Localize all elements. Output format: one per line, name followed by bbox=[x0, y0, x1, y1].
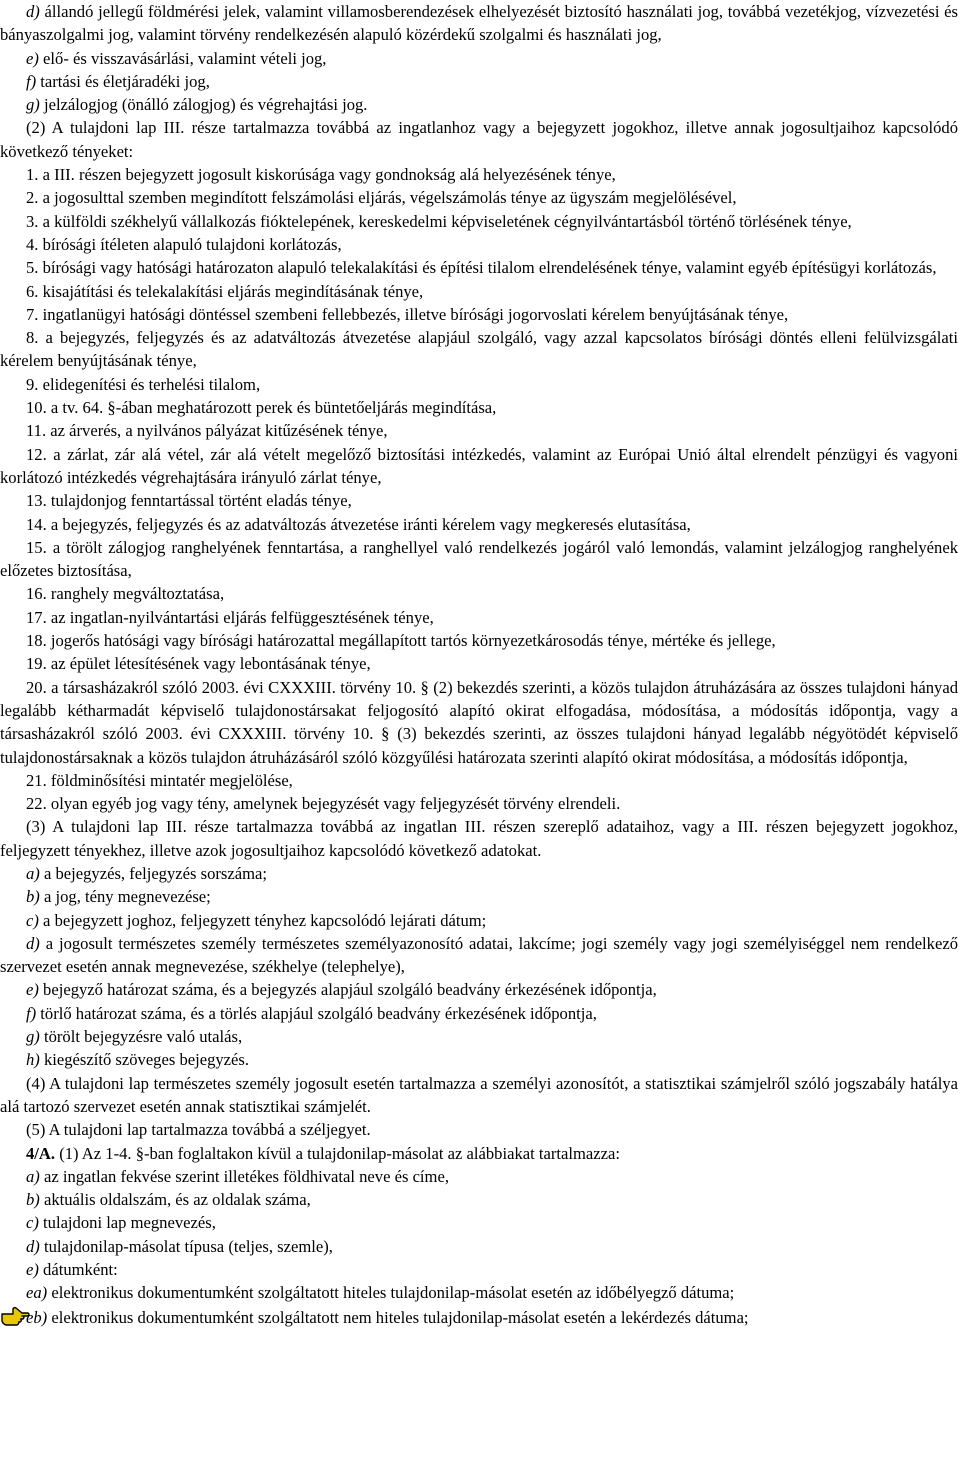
paragraph-text: (2) A tulajdoni lap III. része tartalmazza továbbá az ingatlanhoz vagy a bejegyzett jogokhoz, illetve annak jogosultjaihoz kapcsolódó következő tényeket: bbox=[0, 118, 958, 161]
list-item-text: 14. a bejegyzés, feljegyzés és az adatváltozás átvezetése iránti kérelem vagy megkeresés elutasítása, bbox=[26, 514, 691, 534]
list-item-text: elektronikus dokumentumként szolgáltatott hiteles tulajdonilap-másolat esetén az időbélyegző dátuma; bbox=[47, 1283, 735, 1303]
numbered-item-11 bbox=[0, 419, 958, 442]
list-item-c bbox=[0, 909, 958, 932]
numbered-item-10 bbox=[0, 396, 958, 419]
list-item-text: tulajdoni lap megnevezés, bbox=[38, 1213, 216, 1233]
list-marker: c) bbox=[26, 910, 39, 930]
numbered-item-22 bbox=[0, 792, 958, 815]
list-item-c2 bbox=[0, 1211, 958, 1234]
list-marker: eb) bbox=[26, 1307, 48, 1327]
list-item-b bbox=[0, 885, 958, 908]
list-item-text: törölt bejegyzésre való utalás, bbox=[39, 1027, 243, 1047]
list-item-text: a bejegyzés, feljegyzés sorszáma; bbox=[39, 863, 267, 883]
section-heading: 4/A. bbox=[26, 1143, 56, 1163]
list-item-g2 bbox=[0, 1025, 958, 1048]
numbered-item-6 bbox=[0, 280, 958, 303]
numbered-item-7 bbox=[0, 303, 958, 326]
list-marker: f) bbox=[26, 1003, 37, 1023]
list-item-f bbox=[0, 70, 958, 93]
list-marker: e) bbox=[26, 48, 39, 68]
list-item-text: a jogosult természetes személy természetes személyazonosító adatai, lakcíme; jogi személy vagy jogi személyiséggel nem rendelkező szervezet esetén annak megnevezése, székhelye (telephelye), bbox=[0, 933, 958, 977]
numbered-item-1 bbox=[0, 163, 958, 186]
list-item-text: 15. a törölt zálogjog ranghelyének fenntartása, a ranghellyel való rendelkezés jogáról való lemondás, valamint jelzálogjog ranghelyének előzetes biztosítása, bbox=[0, 537, 958, 581]
list-item-text: 12. a zárlat, zár alá vétel, zár alá vételt megelőző biztosítási intézkedés, valamint az Európai Unió által elrendelt pénzügyi és vagyoni korlátozó intézkedés végrehajtására irányuló zárlat ténye, bbox=[0, 444, 958, 487]
list-item-d2 bbox=[0, 1235, 958, 1258]
list-item-text: 5. bírósági vagy hatósági határozaton alapuló telekalakítási és építési tilalom elrendelésének ténye, valamint egyéb építésügyi korlátozás, bbox=[26, 258, 937, 278]
list-marker: e) bbox=[26, 980, 39, 1000]
list-marker: d) bbox=[26, 933, 40, 953]
list-item-text: dátumként: bbox=[38, 1260, 118, 1280]
numbered-item-19 bbox=[0, 652, 958, 675]
list-item-text: kiegészítő szöveges bejegyzés. bbox=[39, 1050, 250, 1070]
list-item-text: 3. a külföldi székhelyű vállalkozás fióktelepének, kereskedelmi képviseletének cégnyilvántartásból történő törlésének ténye, bbox=[26, 211, 852, 231]
list-item-g bbox=[0, 93, 958, 116]
list-item-text: tulajdonilap-másolat típusa (teljes, szemle), bbox=[39, 1236, 333, 1256]
numbered-item-15 bbox=[0, 536, 958, 583]
list-item-text: 11. az árverés, a nyilvános pályázat kitűzésének ténye, bbox=[26, 421, 388, 441]
numbered-item-9 bbox=[0, 373, 958, 396]
paragraph-text: állandó jellegű földmérési jelek, valamint villamosberendezések elhelyezését biztosító használati jog, továbbá vezetékjog, vízvezetési és bányaszolgalmi jog, valamint törvény rendelkezésén alapuló közérdekű szolgalmi és használati jog, bbox=[0, 2, 958, 45]
paragraph-text: (3) A tulajdoni lap III. része tartalmazza továbbá az ingatlan III. részen szereplő adataihoz, vagy a III. részen bejegyzett jogokhoz, feljegyzett tényekhez, illetve azok jogosultjaihoz kapcsolódó következő adatokat. bbox=[0, 817, 958, 860]
list-item-text: 6. kisajátítási és telekalakítási eljárás megindításának ténye, bbox=[26, 281, 424, 301]
numbered-item-21 bbox=[0, 769, 958, 792]
numbered-item-13 bbox=[0, 489, 958, 512]
paragraph-text: (4) A tulajdoni lap természetes személy jogosult esetén tartalmazza a személyi azonosítót, a statisztikai számjelről szóló jogszabály hatálya alá tartozó szervezet esetén annak statisztikai számjelét. bbox=[0, 1073, 958, 1116]
list-item-text: 22. olyan egyéb jog vagy tény, amelynek bejegyzését vagy feljegyzését törvény elrendeli. bbox=[26, 794, 621, 814]
list-marker: b) bbox=[26, 887, 40, 907]
list-item-d bbox=[0, 932, 958, 979]
list-item-text: 21. földminősítési mintatér megjelölése, bbox=[26, 770, 293, 790]
list-item-e bbox=[0, 47, 958, 70]
list-item-ea bbox=[0, 1281, 958, 1304]
list-item-h bbox=[0, 1048, 958, 1071]
numbered-item-14 bbox=[0, 513, 958, 536]
list-item-text: elektronikus dokumentumként szolgáltatott nem hiteles tulajdonilap-másolat esetén a lekérdezés dátuma; bbox=[47, 1307, 749, 1327]
numbered-item-20 bbox=[0, 676, 958, 769]
list-item-text: aktuális oldalszám, és az oldalak száma, bbox=[39, 1190, 311, 1210]
list-item-f2 bbox=[0, 1002, 958, 1025]
numbered-item-12 bbox=[0, 443, 958, 490]
section-4a bbox=[0, 1142, 958, 1165]
list-item-text: 20. a társasházakról szóló 2003. évi CXXXIII. törvény 10. § (2) bekezdés szerinti, a közös tulajdon átruházására az összes tulajdoni hányad legalább kétharmadát képviselő tulajdonostársakat feljogosító alapító okirat elfogadása, módosítása, a módosítás időpontja, vagy a társasházakról szóló 2003. évi CXXXIII. törvény 10. § (3) bekezdés szerinti, az összes tulajdoni hányad legalább négyötödét képviselő tulajdonostársaknak a közös tulajdon átruházásáról szóló közgyűlési határozata szerinti alapító okirat módosítása, a módosítás időpontja, bbox=[0, 677, 958, 767]
list-marker: d) bbox=[26, 2, 40, 21]
list-item-text: 18. jogerős hatósági vagy bírósági határozattal megállapított tartós környezetkárosodás ténye, mértéke és jellege, bbox=[26, 631, 776, 651]
list-marker: e) bbox=[26, 1260, 39, 1280]
list-marker: d) bbox=[26, 1236, 40, 1256]
list-item-text: az ingatlan fekvése szerint illetékes földhivatal neve és címe, bbox=[39, 1166, 449, 1186]
list-item-text: tartási és életjáradéki jog, bbox=[36, 71, 210, 91]
list-item-text: 13. tulajdonjog fenntartással történt eladás ténye, bbox=[26, 491, 352, 511]
list-item-text: 4. bírósági ítéleten alapuló tulajdoni korlátozás, bbox=[26, 234, 342, 254]
list-item-eb bbox=[0, 1305, 958, 1333]
paragraph-d-item bbox=[0, 0, 958, 47]
list-item-text: törlő határozat száma, és a törlés alapjául szolgáló beadvány érkezésének időpontja, bbox=[36, 1003, 597, 1023]
list-item-text: 17. az ingatlan-nyilvántartási eljárás felfüggesztésének ténye, bbox=[26, 607, 434, 627]
list-item-a bbox=[0, 862, 958, 885]
list-item-text: 8. a bejegyzés, feljegyzés és az adatváltozás átvezetése alapjául szolgáló, vagy azzal kapcsolatos bírósági döntés elleni felülvizsgálati kérelem benyújtásának ténye, bbox=[0, 328, 958, 371]
paragraph-4 bbox=[0, 1072, 958, 1119]
list-item-text: jelzálogjog (önálló zálogjog) és végrehajtási jog. bbox=[39, 95, 368, 115]
paragraph-text: (1) Az 1-4. §-ban foglaltakon kívül a tulajdonilap-másolat az alábbiakat tartalmazza: bbox=[55, 1143, 620, 1163]
numbered-item-8 bbox=[0, 326, 958, 373]
list-marker: ea) bbox=[26, 1283, 48, 1303]
list-item-text: bejegyző határozat száma, és a bejegyzés alapjául szolgáló beadvány érkezésének időpontja, bbox=[38, 980, 657, 1000]
numbered-item-17 bbox=[0, 606, 958, 629]
list-item-text: elő- és visszavásárlási, valamint vételi jog, bbox=[38, 48, 327, 68]
numbered-item-3 bbox=[0, 210, 958, 233]
list-item-text: 7. ingatlanügyi hatósági döntéssel szembeni fellebbezés, illetve bírósági jogorvoslati kérelem benyújtásának ténye, bbox=[26, 304, 789, 324]
list-marker: a) bbox=[26, 1166, 40, 1186]
list-item-b2 bbox=[0, 1188, 958, 1211]
list-marker: c) bbox=[26, 1213, 39, 1233]
list-item-text: 1. a III. részen bejegyzett jogosult kiskorúsága vagy gondnokság alá helyezésének ténye, bbox=[26, 165, 616, 185]
paragraph-5 bbox=[0, 1118, 958, 1141]
list-item-text: 9. elidegenítési és terhelési tilalom, bbox=[26, 374, 261, 394]
list-marker: g) bbox=[26, 1027, 40, 1047]
list-marker: f) bbox=[26, 71, 37, 91]
list-marker: g) bbox=[26, 95, 40, 115]
numbered-item-16 bbox=[0, 582, 958, 605]
numbered-item-2 bbox=[0, 186, 958, 209]
list-item-text: a bejegyzett joghoz, feljegyzett tényhez kapcsolódó lejárati dátum; bbox=[38, 910, 487, 930]
list-item-text: 10. a tv. 64. §-ában meghatározott perek és büntetőeljárás megindítása, bbox=[26, 398, 497, 418]
list-item-e2 bbox=[0, 978, 958, 1001]
paragraph-text: (5) A tulajdoni lap tartalmazza továbbá a széljegyet. bbox=[26, 1120, 371, 1140]
list-item-a2 bbox=[0, 1165, 958, 1188]
numbered-item-18 bbox=[0, 629, 958, 652]
list-marker: b) bbox=[26, 1190, 40, 1210]
numbered-item-5 bbox=[0, 256, 958, 279]
paragraph-2 bbox=[0, 116, 958, 163]
list-item-e3 bbox=[0, 1258, 958, 1281]
paragraph-3 bbox=[0, 815, 958, 862]
list-item-text: 19. az épület létesítésének vagy lebontásának ténye, bbox=[26, 654, 371, 674]
numbered-item-4 bbox=[0, 233, 958, 256]
list-item-text: 16. ranghely megváltoztatása, bbox=[26, 584, 225, 604]
list-marker: a) bbox=[26, 863, 40, 883]
list-marker: h) bbox=[26, 1050, 40, 1070]
list-item-text: 2. a jogosulttal szemben megindított felszámolási eljárás, végelszámolás ténye az ügyszám megjelölésével, bbox=[26, 188, 737, 208]
list-item-text: a jog, tény megnevezése; bbox=[39, 887, 211, 907]
